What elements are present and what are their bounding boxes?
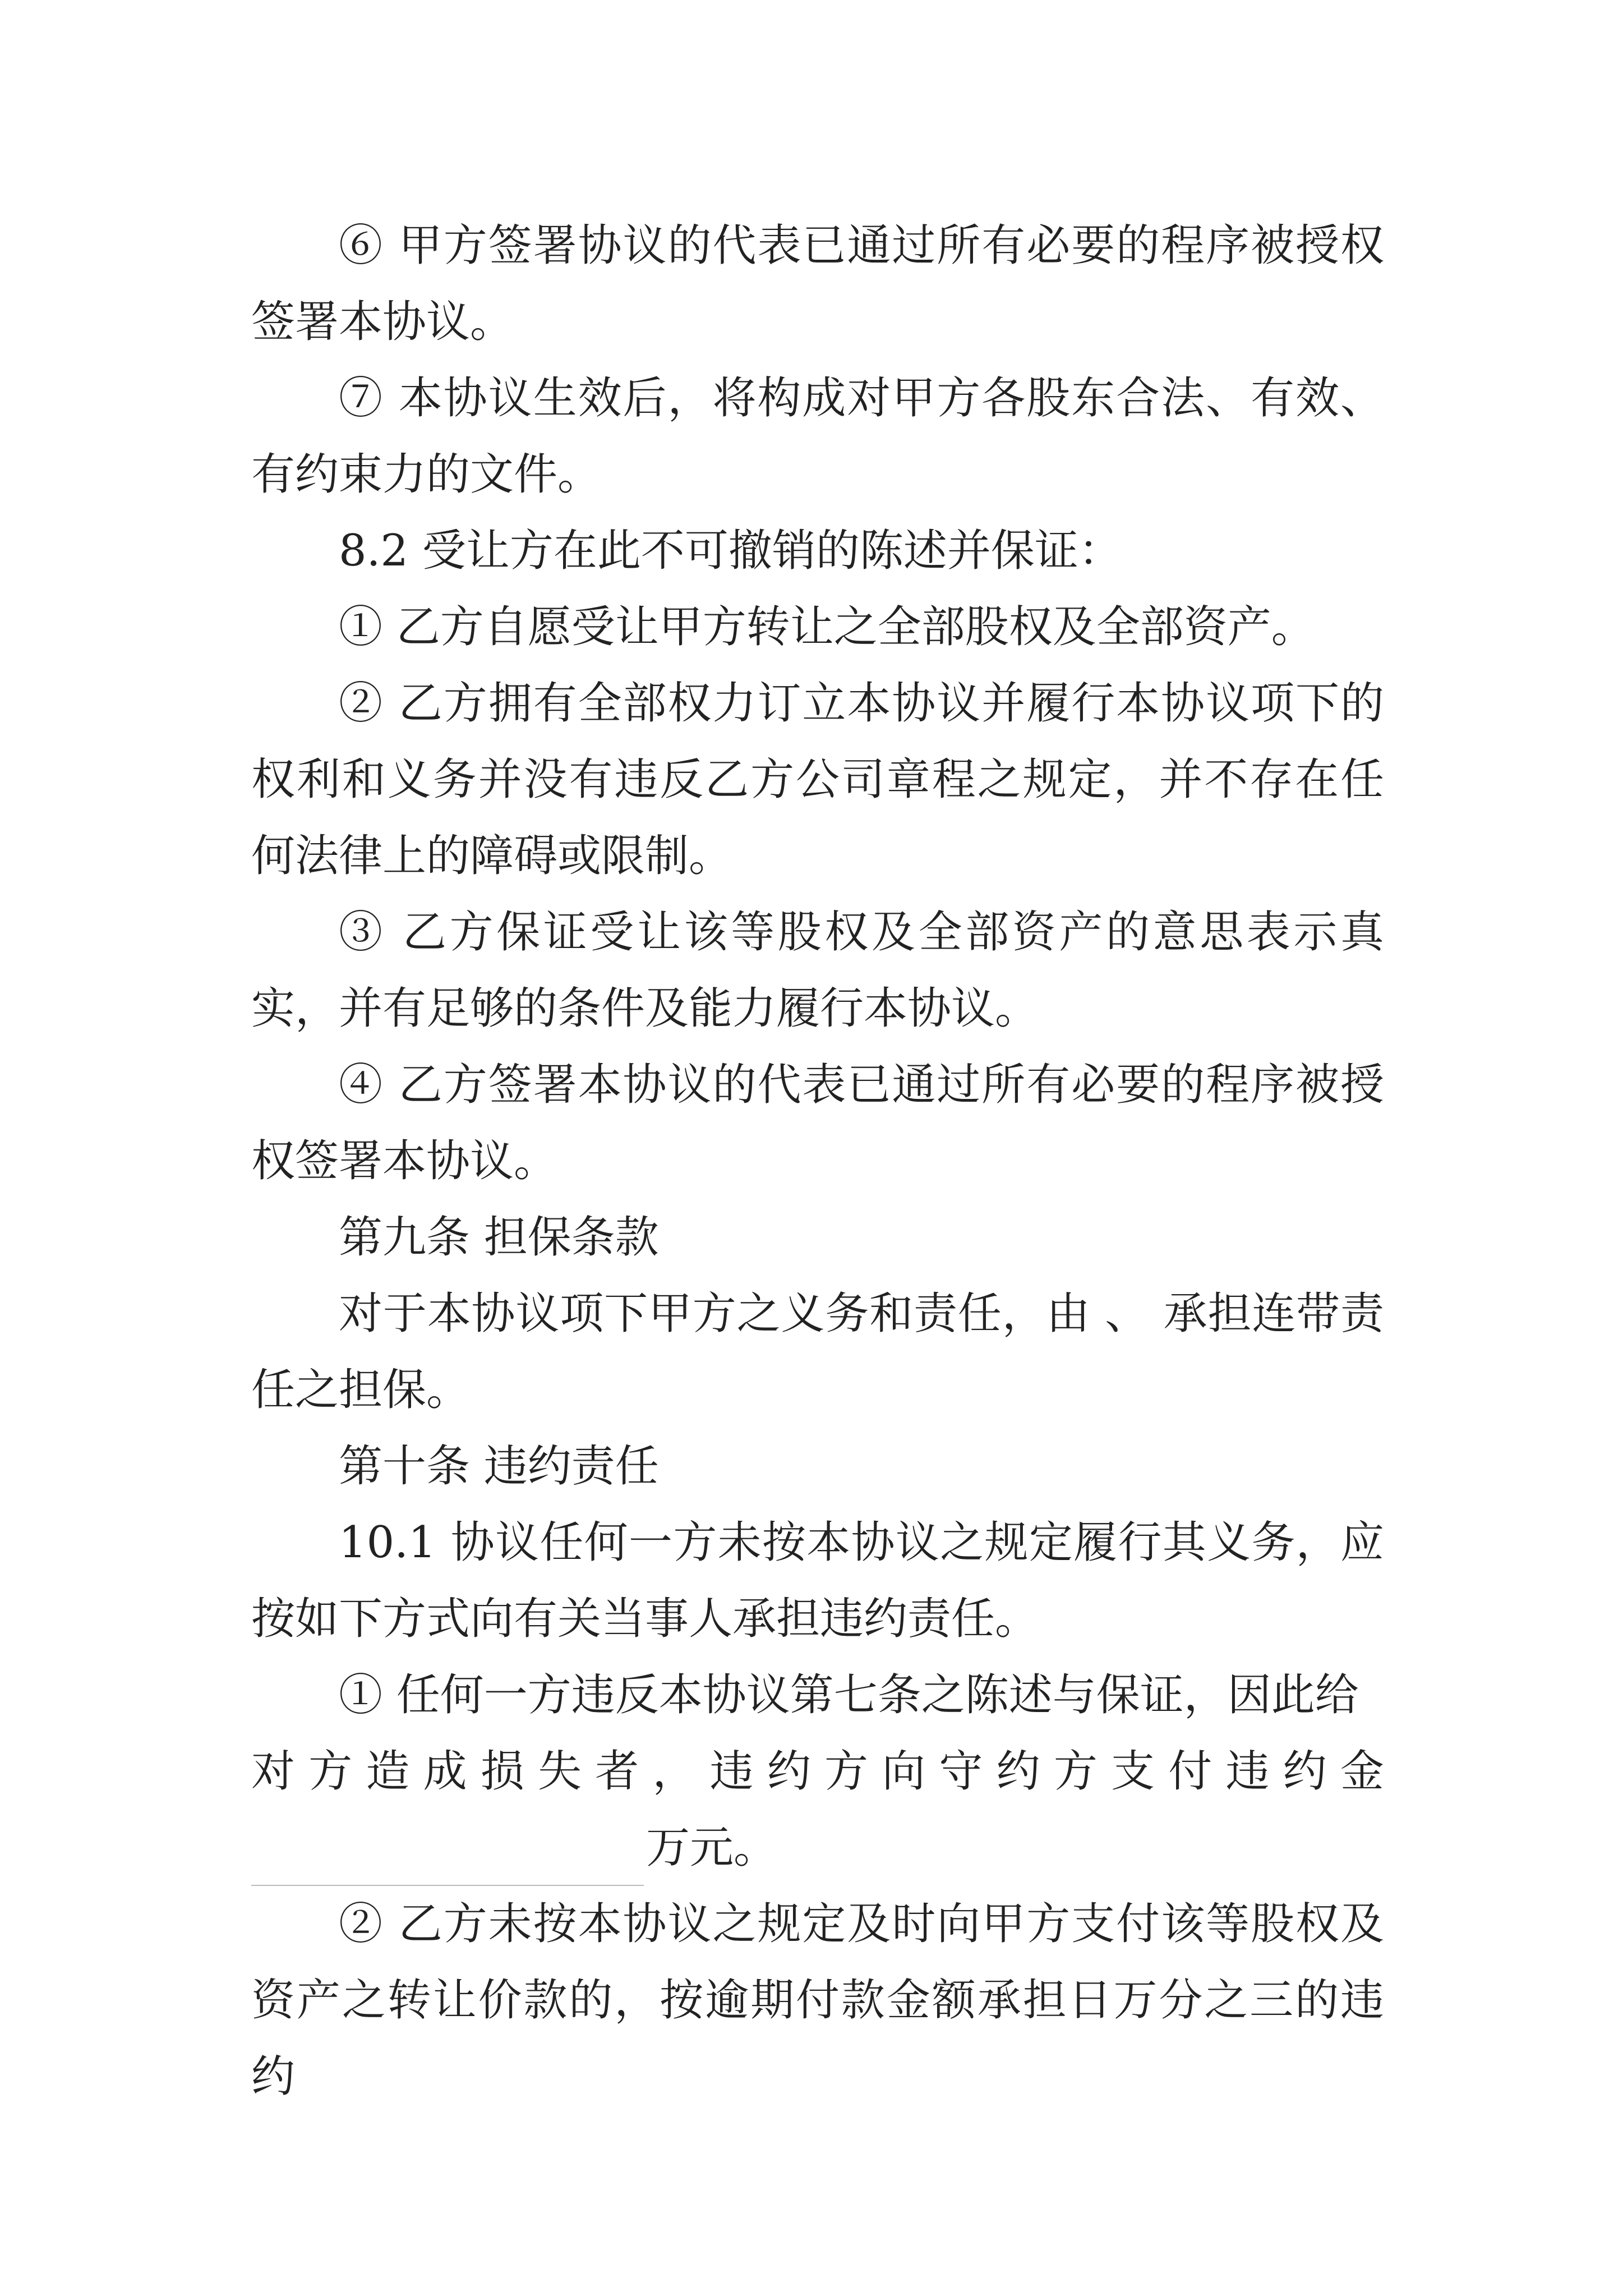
penalty-clause [251, 1657, 1384, 1886]
spaced-char: 约 [767, 1746, 811, 1797]
clause-paragraph: ④ 乙方签署本协议的代表已通过所有必要的程序被授权签署本协议。 [251, 1060, 1384, 1186]
article-heading: 第九条 担保条款 [339, 1212, 659, 1263]
clause-heading: 8.2 受让方在此不可撤销的陈述并保证： [339, 526, 1122, 576]
document-body [251, 208, 1384, 2115]
article-heading: 第十条 违约责任 [339, 1441, 659, 1492]
spaced-char: 方 [1053, 1746, 1098, 1797]
amount-line [251, 1810, 1384, 1886]
clause-paragraph: ③ 乙方保证受让该等股权及全部资产的意思表示真实，并有足够的条件及能力履行本协议。 [251, 907, 1384, 1034]
spaced-char: 付 [1168, 1746, 1212, 1797]
amount-blank-field[interactable] [251, 1829, 644, 1886]
spaced-char: 失 [538, 1746, 582, 1797]
clause-paragraph: ② 乙方拥有全部权力订立本协议并履行本协议项下的权利和义务并没有违反乙方公司章程之规定，并不存在任何法律上的障碍或限制。 [251, 678, 1384, 881]
clause-paragraph: ② 乙方未按本协议之规定及时向甲方支付该等股权及资产之转让价款的，按逾期付款金额承担日万分之三的违约 [251, 1899, 1384, 2102]
spaced-char: 对 [251, 1746, 296, 1797]
spaced-char: 方 [308, 1746, 353, 1797]
spaced-char: 方 [824, 1746, 869, 1797]
spaced-char: 约 [996, 1746, 1040, 1797]
spaced-char: 造 [366, 1746, 410, 1797]
clause-line: ① 任何一方违反本协议第七条之陈述与保证，因此给 [339, 1670, 1359, 1720]
spaced-char: 违 [709, 1746, 754, 1797]
clause-paragraph: ⑥ 甲方签署协议的代表已通过所有必要的程序被授权签署本协议。 [251, 220, 1384, 347]
spaced-clause-line [251, 1733, 1384, 1810]
spaced-char: 违 [1225, 1746, 1270, 1797]
spaced-char: 成 [423, 1746, 467, 1797]
spaced-char: 金 [1340, 1746, 1384, 1797]
spaced-char: 支 [1111, 1746, 1155, 1797]
spaced-char: 者 [595, 1746, 639, 1797]
spaced-char: 向 [882, 1746, 926, 1797]
clause-paragraph: ① 乙方自愿受让甲方转让之全部股权及全部资产。 [339, 602, 1315, 652]
spaced-char: 损 [480, 1746, 524, 1797]
spaced-char: 守 [939, 1746, 983, 1797]
spaced-char: ， [652, 1746, 697, 1797]
spaced-char: 约 [1283, 1746, 1327, 1797]
clause-paragraph: 10.1 协议任何一方未按本协议之规定履行其义务，应按如下方式向有关当事人承担违约责任。 [251, 1517, 1384, 1644]
clause-paragraph: 对于本协议项下甲方之义务和责任，由 、 承担连带责任之担保。 [251, 1289, 1384, 1415]
amount-unit: 万元。 [646, 1823, 778, 1873]
clause-paragraph: ⑦ 本协议生效后，将构成对甲方各股东合法、有效、有约束力的文件。 [251, 373, 1384, 500]
